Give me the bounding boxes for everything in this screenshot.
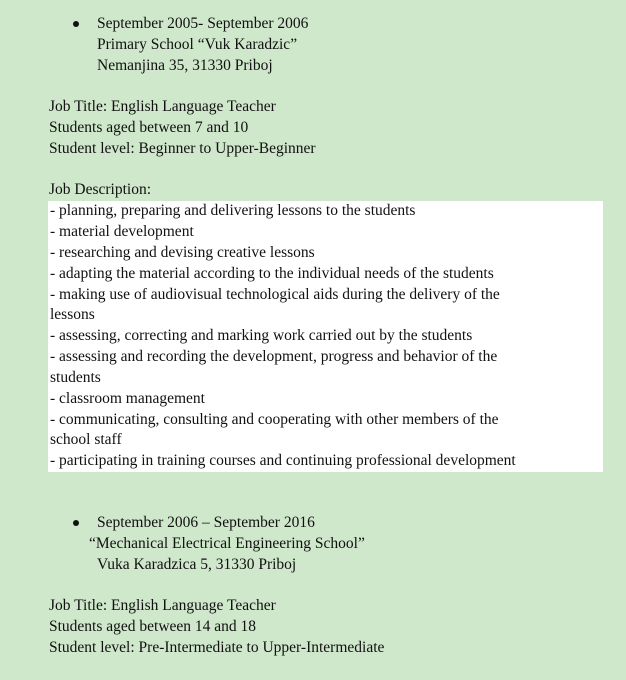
description-line: - communicating, consulting and cooperating with other members of the <box>50 411 499 428</box>
entry-2-address: Vuka Karadzica 5, 31330 Priboj <box>97 556 297 573</box>
description-line: - assessing, correcting and marking work carried out by the students <box>50 327 473 344</box>
entry-1-dates: September 2005- September 2006 <box>97 15 309 32</box>
description-line: - adapting the material according to the individual needs of the students <box>50 265 494 282</box>
entry-1-school: Primary School “Vuk Karadzic” <box>97 36 298 53</box>
entry-1-students-aged: Students aged between 7 and 10 <box>49 119 249 136</box>
description-line: students <box>50 369 101 386</box>
bullet-icon <box>73 520 79 526</box>
description-line: - participating in training courses and continuing professional development <box>50 452 516 469</box>
entry-2-student-level: Student level: Pre-Intermediate to Upper-Intermediate <box>49 639 385 656</box>
job-description-heading: Job Description: <box>49 181 152 198</box>
entry-1-address: Nemanjina 35, 31330 Priboj <box>97 57 273 74</box>
description-line: - material development <box>50 223 194 240</box>
description-line: - assessing and recording the development, progress and behavior of the <box>50 348 498 365</box>
entry-2-school: “Mechanical Electrical Engineering School” <box>89 535 365 552</box>
bullet-icon <box>73 21 79 27</box>
entry-2-students-aged: Students aged between 14 and 18 <box>49 618 257 635</box>
description-line: - making use of audiovisual technological aids during the delivery of the <box>50 286 500 303</box>
description-line: lessons <box>50 306 95 323</box>
description-line: - researching and devising creative lessons <box>50 244 315 261</box>
description-line: school staff <box>50 431 122 448</box>
description-line: - planning, preparing and delivering lessons to the students <box>50 202 416 219</box>
entry-2-job-title: Job Title: English Language Teacher <box>49 597 276 614</box>
entry-1-job-title: Job Title: English Language Teacher <box>49 98 276 115</box>
entry-1-student-level: Student level: Beginner to Upper-Beginner <box>49 140 316 157</box>
description-line: - classroom management <box>50 390 205 407</box>
entry-2-dates: September 2006 – September 2016 <box>97 514 315 531</box>
